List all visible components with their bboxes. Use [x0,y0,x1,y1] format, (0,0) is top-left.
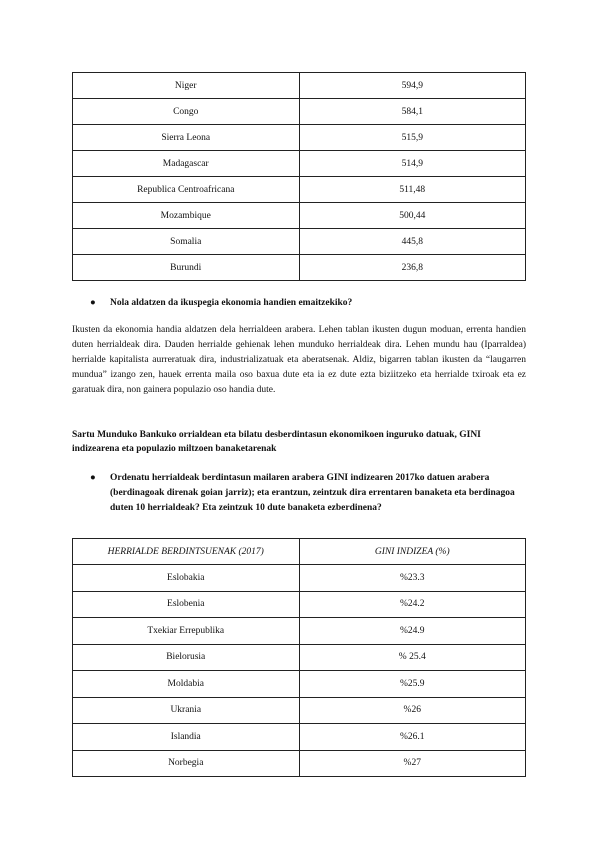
value-cell: % 25.4 [299,644,526,671]
table-row [73,151,526,177]
country-cell: Sierra Leona [73,125,300,151]
question-text: Ordenatu herrialdeak berdintasun mailaren arabera GINI indizearen 2017ko datuen arabera (berdinagoak direnak goian jarriz); eta erantzun, zeintzuk dira errentaren banaketa eta berdinagoa duten 10 herrialdeak? Eta zeintzuk 10 dute banaketa ezberdinena? [110,473,515,513]
table-header-row [73,539,526,565]
country-cell: Mozambique [73,203,300,229]
value-cell: %25.9 [299,671,526,698]
value-cell: %27 [299,750,526,777]
value-cell: 236,8 [299,255,526,281]
value-cell: %24.2 [299,591,526,618]
country-cell: Norbegia [73,750,300,777]
income-table [72,72,526,281]
country-cell: Ukrania [73,697,300,724]
country-cell: Eslobenia [73,591,300,618]
country-cell: Somalia [73,229,300,255]
value-cell: 500,44 [299,203,526,229]
value-cell: 584,1 [299,99,526,125]
table-row [73,203,526,229]
table-row [73,99,526,125]
table-row [73,644,526,671]
country-cell: Islandia [73,724,300,751]
column-header-gini: GINI INDIZEA (%) [299,539,526,565]
country-cell: Eslobakia [73,565,300,592]
gini-table [72,538,526,777]
section-instruction: Sartu Munduko Bankuko orrialdean eta bilatu desberdintasun ekonomikoen inguruko datuak, GINI indizearena eta populazio miltzoen banaketarenak [72,430,481,454]
table-row [73,255,526,281]
value-cell: 511,48 [299,177,526,203]
country-cell: Burundi [73,255,300,281]
table-row [73,73,526,99]
value-cell: 445,8 [299,229,526,255]
country-cell: Congo [73,99,300,125]
table-row [73,565,526,592]
bullet-marker: ● [90,473,96,483]
table-row [73,177,526,203]
value-cell: %24.9 [299,618,526,645]
answer-paragraph: Ikusten da ekonomia handia aldatzen dela herrialdeen arabera. Lehen tablan ikusten dugun moduan, errenta handien duten herrialdeak dira. Dauden herrialde gehienak lehen munduko herrialdeak dira. Lehen mundu hau (Iparraldea) herrialde kapitalista aurreratuak dira, industrializatuak eta aberatsenak. Aldiz, bigarren tablan ikusten da “laugarren mundua” izango zen, hauek errenta maila oso baxua dute eta ia ez dute ezta biziitzeko eta herrialde txiroak eta ez garatuak dira, non gainera populazio oso handia dute. [72,325,526,395]
table-row [73,724,526,751]
bullet-marker: ● [90,298,96,308]
country-cell: Moldabia [73,671,300,698]
value-cell: 514,9 [299,151,526,177]
table-row [73,125,526,151]
value-cell: %26.1 [299,724,526,751]
table-row [73,618,526,645]
value-cell: 515,9 [299,125,526,151]
country-cell: Txekiar Errepublika [73,618,300,645]
value-cell: %23.3 [299,565,526,592]
table-row [73,750,526,777]
table-row [73,697,526,724]
country-cell: Republica Centroafricana [73,177,300,203]
question-text: Nola aldatzen da ikuspegia ekonomia handien emaitzekiko? [110,298,353,308]
value-cell: %26 [299,697,526,724]
table-row [73,591,526,618]
value-cell: 594,9 [299,73,526,99]
table-row [73,229,526,255]
country-cell: Niger [73,73,300,99]
country-cell: Bielorusia [73,644,300,671]
column-header-country: HERRIALDE BERDINTSUENAK (2017) [73,539,300,565]
table-row [73,671,526,698]
country-cell: Madagascar [73,151,300,177]
